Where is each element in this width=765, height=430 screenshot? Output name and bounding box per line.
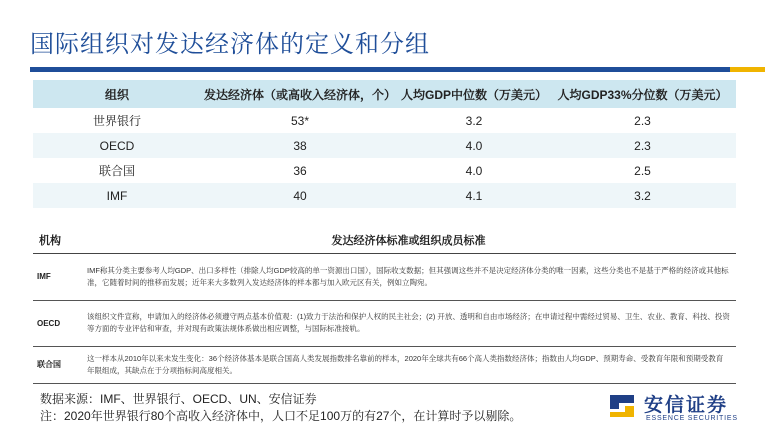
criteria-header-org: 机构 bbox=[33, 227, 81, 253]
column-header-count: 发达经济体（或高收入经济体，个） bbox=[201, 80, 399, 108]
criteria-description: 这一样本从2010年以来未发生变化：36个经济体基本是联合国高人类发展指数排名靠前的样本，2020年全球共有66个高人类指数经济体；指数由人均GDP、预期寿命、受教育年限和预期受教育年限组成，其缺点在于分项指标间高度相关。 bbox=[81, 346, 736, 383]
table-row bbox=[33, 158, 736, 183]
logo-text-cn: 安信证券 bbox=[644, 395, 729, 416]
cell-org: 世界银行 bbox=[92, 114, 141, 128]
cell-p33: 2.3 bbox=[549, 133, 736, 158]
cell-p33: 2.3 bbox=[634, 113, 651, 128]
cell-median: 4.0 bbox=[465, 163, 483, 178]
cell-median: 4.0 bbox=[399, 133, 549, 158]
table-row bbox=[33, 133, 736, 158]
cell-p33: 3.2 bbox=[549, 183, 736, 208]
criteria-org: 联合国 bbox=[33, 346, 81, 383]
page-title: 国际组织对发达经济体的定义和分组 bbox=[30, 31, 430, 58]
cell-median: 3.2 bbox=[465, 113, 483, 128]
criteria-header-standard: 发达经济体标准或组织成员标准 bbox=[81, 227, 736, 253]
title-underline bbox=[30, 67, 730, 72]
criteria-description: 该组织文件宣称，申请加入的经济体必须遵守两点基本价值观：(1)致力于法治和保护人权的民主社会；(2) 开放、透明和自由市场经济；在申请过程中需经过贸易、卫生、农业、教育、科技、投资等方面的专业评估和审查，并对现有政策法规体系做出相应调整，与国际标准接轨。 bbox=[81, 300, 736, 346]
logo-text-en: ESSENCE SECURITIES bbox=[646, 415, 738, 422]
title-accent-bar bbox=[730, 67, 765, 72]
cell-p33: 2.5 bbox=[634, 163, 651, 178]
criteria-org: OECD bbox=[33, 300, 81, 346]
summary-table bbox=[33, 80, 736, 208]
table-row bbox=[33, 183, 736, 208]
cell-org: OECD bbox=[33, 133, 201, 158]
table-header-row bbox=[33, 80, 736, 108]
criteria-row bbox=[33, 253, 736, 300]
column-header-p33: 人均GDP33%分位数（万美元） bbox=[549, 80, 736, 108]
criteria-header-row bbox=[33, 227, 736, 253]
criteria-table bbox=[33, 227, 736, 384]
cell-median: 4.1 bbox=[399, 183, 549, 208]
criteria-description: IMF称其分类主要参考人均GDP、出口多样性（排除人均GDP较高的单一资源出口国），国际收支数据；但其强调这些并不是决定经济体分类的唯一因素，这些分类也不是基于严格的经济或其他标准，它随着时间的推移而发展；近年来大多数列入发达经济体的样本都与加入欧元区有关，例如立陶宛。 bbox=[81, 253, 736, 300]
cell-org: IMF bbox=[33, 183, 201, 208]
cell-org: 联合国 bbox=[98, 164, 135, 178]
column-header-org: 组织 bbox=[33, 80, 201, 108]
cell-count: 36 bbox=[293, 163, 307, 178]
table-row bbox=[33, 108, 736, 133]
cell-count: 53* bbox=[290, 113, 310, 128]
criteria-org: IMF bbox=[33, 253, 81, 300]
cell-count: 40 bbox=[201, 183, 399, 208]
criteria-row bbox=[33, 300, 736, 346]
cell-count: 38 bbox=[201, 133, 399, 158]
essence-logo-icon bbox=[608, 392, 636, 420]
column-header-median: 人均GDP中位数（万美元） bbox=[399, 80, 549, 108]
footnote: 注：2020年世界银行80个高收入经济体中，人口不足100万的有27个，在计算时予以剔除。 bbox=[40, 409, 522, 423]
data-source: 数据来源：IMF、世界银行、OECD、UN、安信证券 bbox=[40, 392, 317, 406]
criteria-row bbox=[33, 346, 736, 383]
company-logo bbox=[608, 390, 758, 426]
